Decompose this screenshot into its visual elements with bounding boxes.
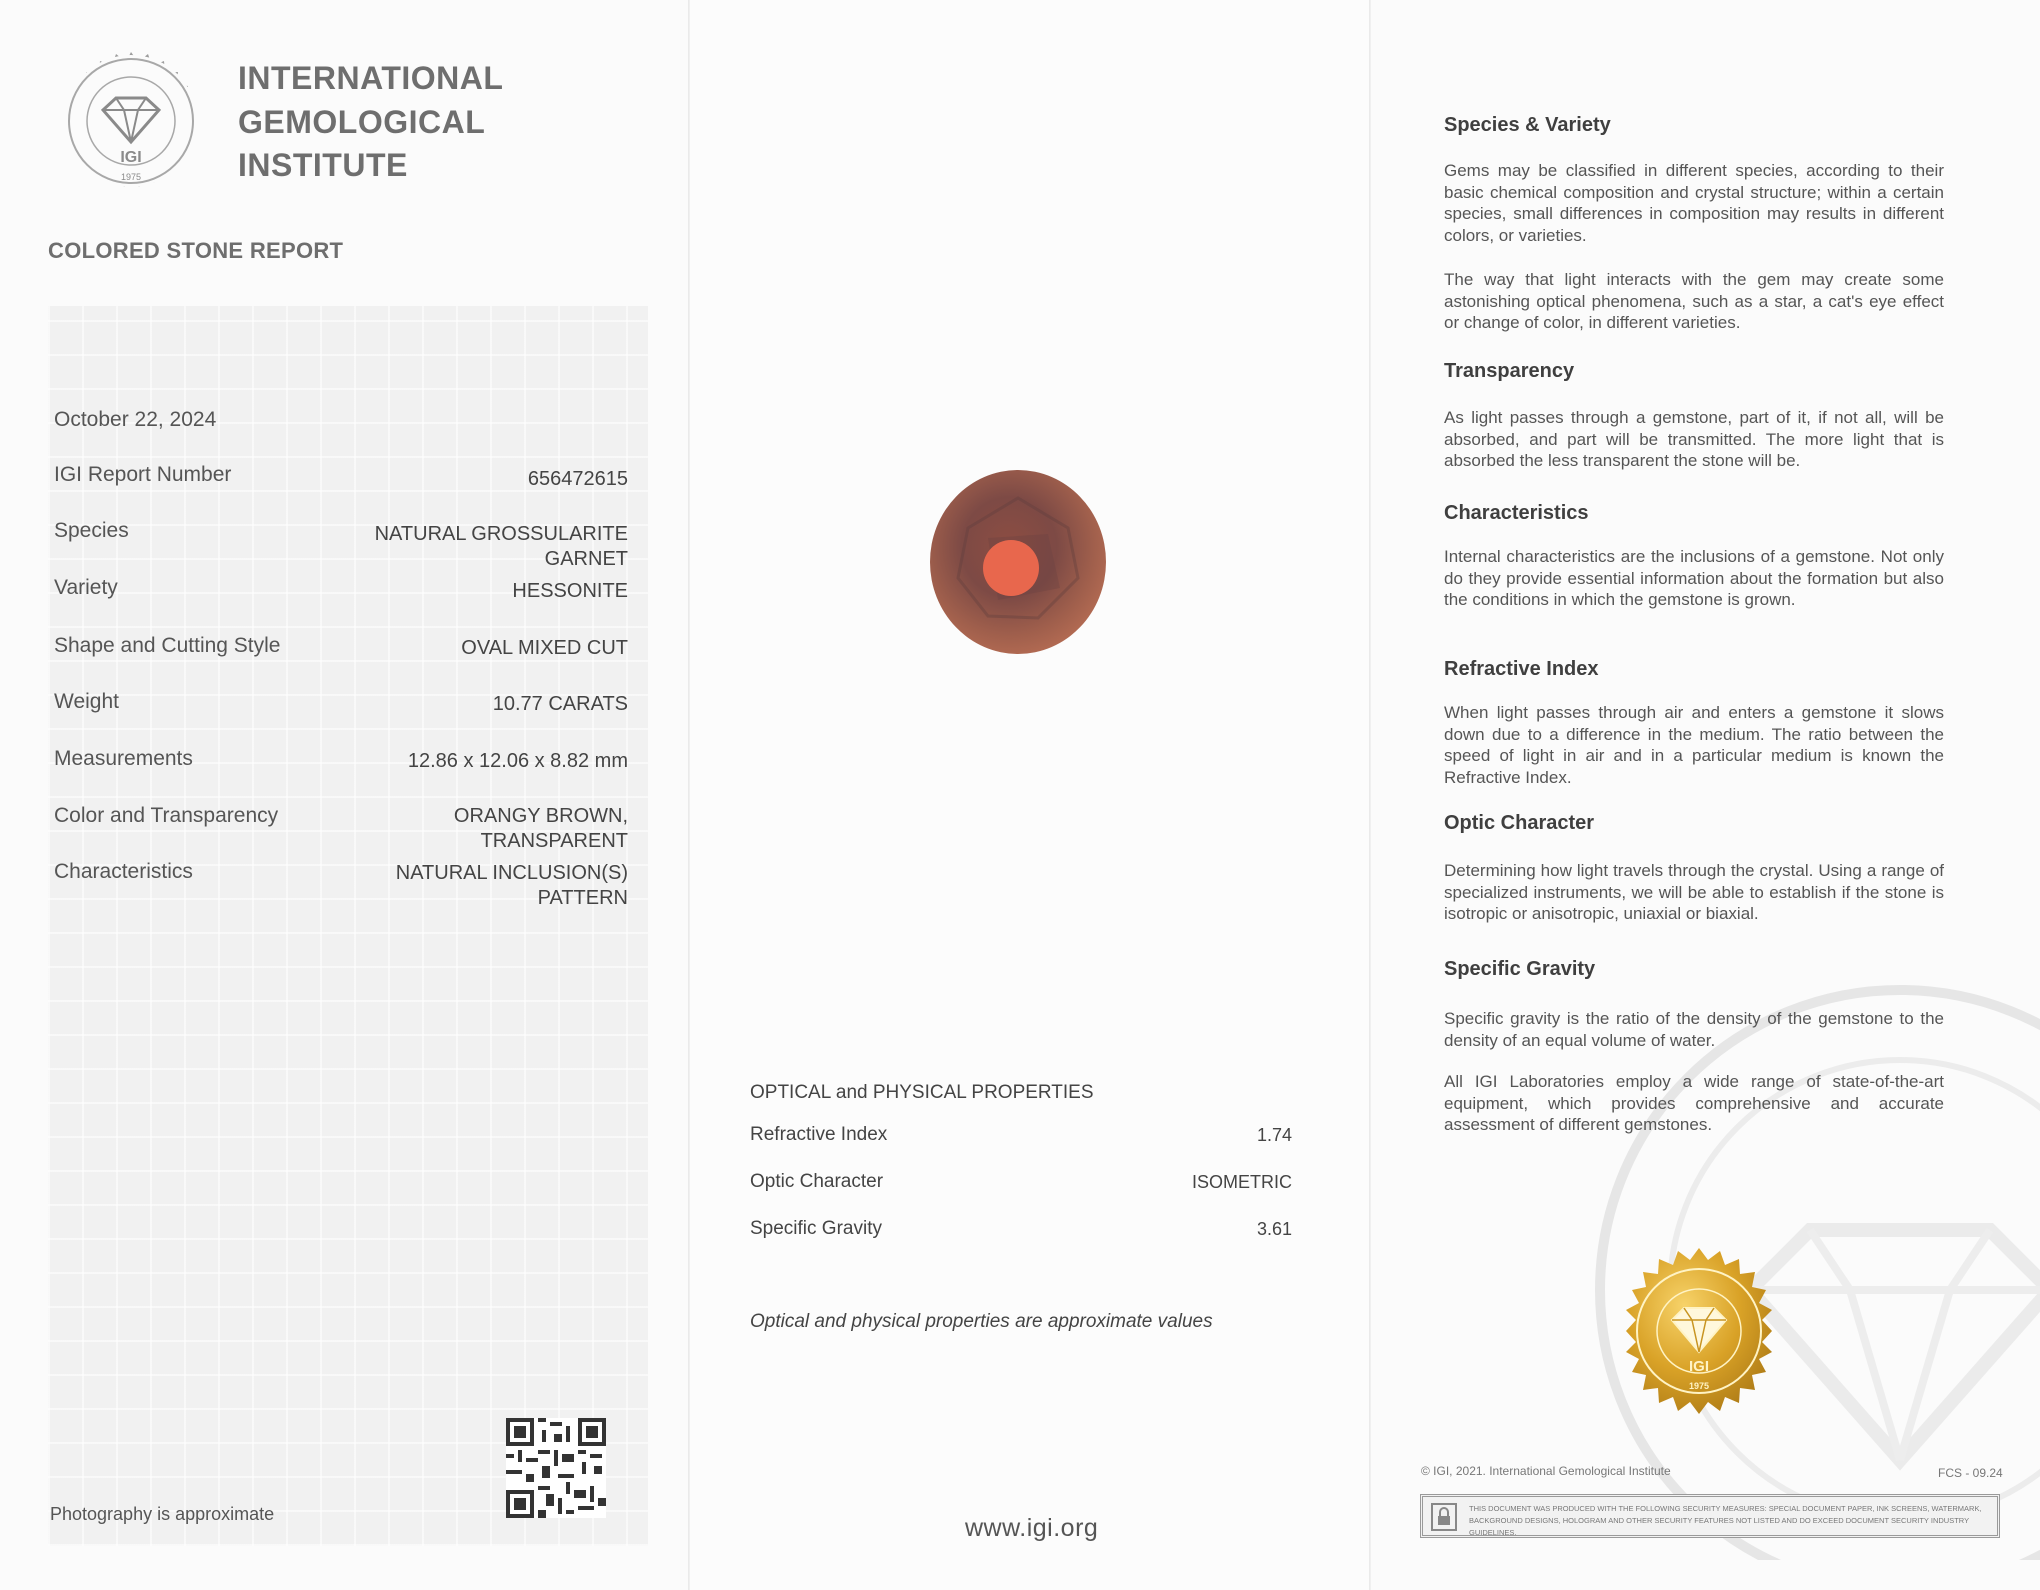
gold-hologram-seal xyxy=(1614,1246,1784,1416)
variety-value: HESSONITE xyxy=(512,580,628,602)
measurements-value: 12.86 x 12.06 x 8.82 mm xyxy=(407,750,628,772)
specific-gravity-label: Specific Gravity xyxy=(750,1218,882,1239)
shape-label: Shape and Cutting Style xyxy=(54,634,281,657)
org-name-line-1: INTERNATIONAL xyxy=(238,60,504,96)
report-date: October 22, 2024 xyxy=(54,408,217,431)
color-transparency-value: ORANGY BROWN, TRANSPARENT xyxy=(453,805,628,852)
svg-text:1975: 1975 xyxy=(120,172,142,182)
report-details-box xyxy=(48,306,648,1546)
org-name-line-2: GEMOLOGICAL xyxy=(238,104,486,140)
section-text-specific-gravity-2: All IGI Laboratories employ a wide range of state-of-the-art equipment, which provides comprehensive and accurate assessment of different gemstones. xyxy=(1444,1072,1944,1134)
section-text-species-variety-1: Gems may be classified in different species, according to their basic chemical composition and crystal structure; within a certain species, small differences in composition may results in different colors, or varieties. xyxy=(1444,161,1944,245)
gemstone-photo xyxy=(928,468,1108,656)
section-title-species-variety: Species & Variety xyxy=(1444,114,1611,136)
characteristics-value: NATURAL INCLUSION(S) PATTERN xyxy=(395,862,628,909)
weight-label: Weight xyxy=(54,690,119,713)
svg-text:1975: 1975 xyxy=(1688,1381,1710,1391)
section-text-species-variety-2: The way that light interacts with the gem may create some astonishing optical phenomena, such as a star, a cat's eye effect or change of color, in different varieties. xyxy=(1444,270,1944,332)
security-notice-text: THIS DOCUMENT WAS PRODUCED WITH THE FOLLOWING SECURITY MEASURES: SPECIAL DOCUMENT PAPER, INK SCREENS, WATERMARK, BACKGROUND DESIGNS, HOLOGRAM AND OTHER SECURITY FEATURES NOT LISTED AND DO EXCEED DOCUMENT SECURITY INDUSTRY GUIDELINES. xyxy=(1469,1504,1982,1537)
properties-heading: OPTICAL and PHYSICAL PROPERTIES xyxy=(750,1082,1094,1103)
website-link[interactable]: www.igi.org xyxy=(965,1514,1099,1542)
species-label: Species xyxy=(54,519,129,542)
optic-character-label: Optic Character xyxy=(750,1171,884,1192)
section-text-refractive-index: When light passes through air and enters a gemstone it slows down due to a difference in the medium. The ratio between the speed of light in air and in a particular medium is known the Refractive Index. xyxy=(1444,703,1944,787)
report-title: COLORED STONE REPORT xyxy=(48,238,344,263)
org-name-line-3: INSTITUTE xyxy=(238,147,408,183)
svg-text:IGI: IGI xyxy=(1688,1358,1710,1375)
section-title-characteristics: Characteristics xyxy=(1444,502,1589,524)
specific-gravity-value: 3.61 xyxy=(1256,1219,1292,1239)
copyright-text: © IGI, 2021. International Gemological Institute xyxy=(1421,1464,1671,1478)
middle-panel xyxy=(690,0,1369,1590)
weight-value: 10.77 CARATS xyxy=(492,693,628,715)
section-text-specific-gravity-1: Specific gravity is the ratio of the density of the gemstone to the density of an equal volume of water. xyxy=(1444,1009,1944,1050)
refractive-index-value: 1.74 xyxy=(1256,1125,1292,1145)
lock-icon xyxy=(1431,1503,1457,1531)
section-text-transparency: As light passes through a gemstone, part of it, if not all, will be absorbed, and part will be transmitted. The more light that is absorbed the less transparent the stone will be. xyxy=(1444,408,1944,470)
properties-note: Optical and physical properties are approximate values xyxy=(750,1311,1213,1332)
optic-character-value: ISOMETRIC xyxy=(1191,1172,1292,1192)
section-title-optic-character: Optic Character xyxy=(1444,812,1595,834)
qr-code[interactable] xyxy=(506,1418,606,1518)
color-transparency-label: Color and Transparency xyxy=(54,804,279,827)
characteristics-label: Characteristics xyxy=(54,860,193,883)
refractive-index-label: Refractive Index xyxy=(750,1124,888,1145)
variety-label: Variety xyxy=(54,576,118,599)
form-code: FCS - 09.24 xyxy=(1938,1466,2003,1480)
photo-note: Photography is approximate xyxy=(50,1504,275,1524)
section-text-characteristics: Internal characteristics are the inclusions of a gemstone. Not only do they provide essential information about the formation but also the conditions in which the gemstone is grown. xyxy=(1444,547,1944,609)
section-text-optic-character: Determining how light travels through the crystal. Using a range of specialized instruments, we will be able to establish if the stone is isotropic or anisotropic, uniaxial or biaxial. xyxy=(1444,861,1944,923)
report-number-label: IGI Report Number xyxy=(54,463,232,486)
report-number-value: 656472615 xyxy=(527,468,628,490)
measurements-label: Measurements xyxy=(54,747,193,770)
igi-seal-logo xyxy=(48,38,214,204)
section-title-refractive-index: Refractive Index xyxy=(1444,658,1599,680)
svg-text:IGI: IGI xyxy=(120,149,142,166)
shape-value: OVAL MIXED CUT xyxy=(461,637,628,659)
section-title-transparency: Transparency xyxy=(1444,360,1575,382)
species-value: NATURAL GROSSULARITE GARNET xyxy=(374,523,628,570)
security-notice-box xyxy=(1420,1494,2000,1538)
section-title-specific-gravity: Specific Gravity xyxy=(1444,958,1596,980)
